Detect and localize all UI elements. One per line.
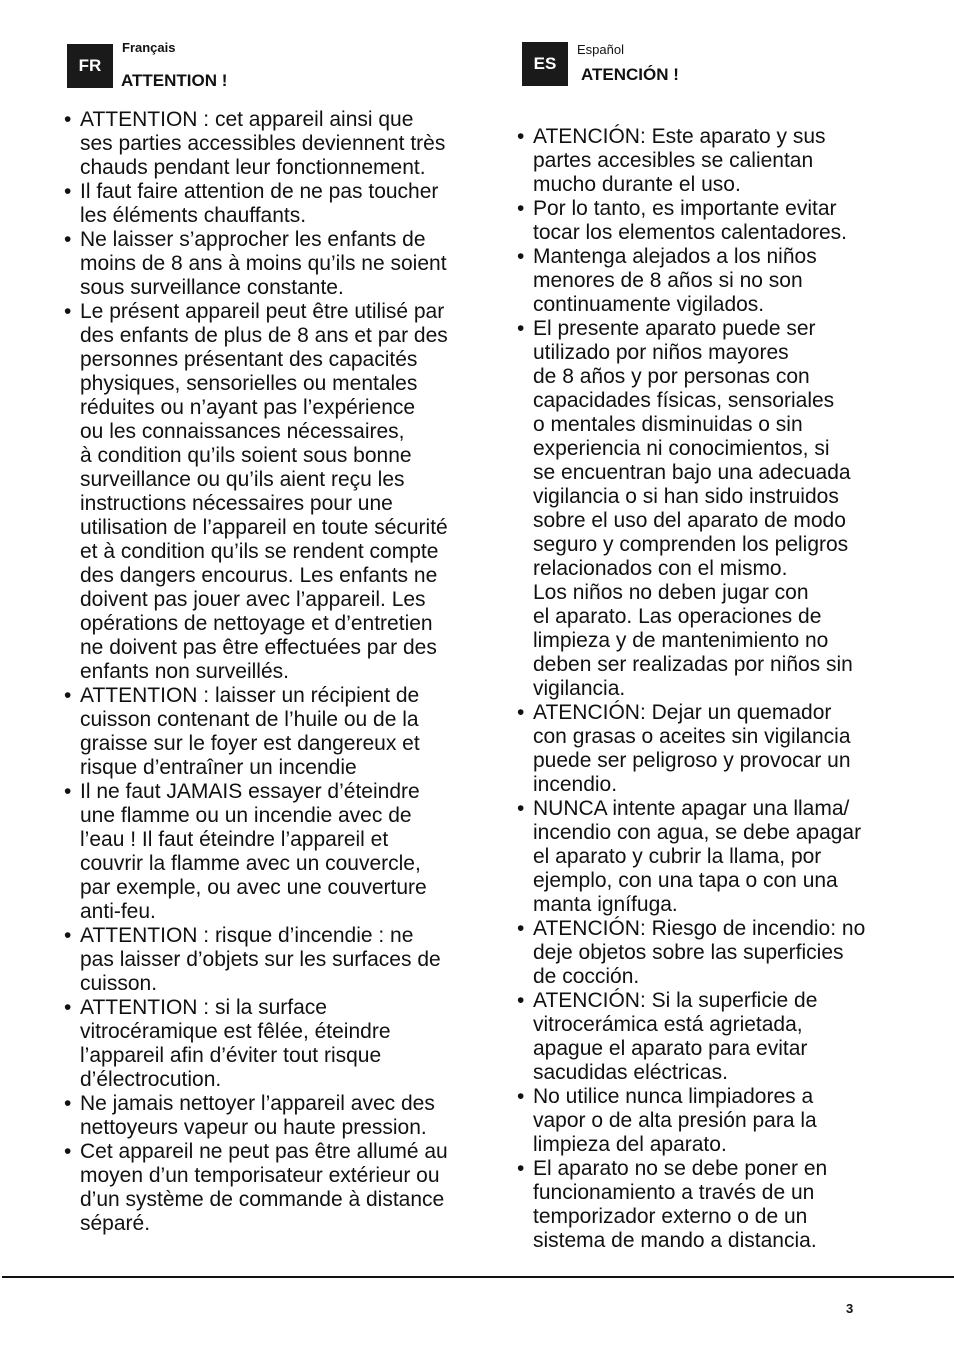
language-label-es: Español bbox=[577, 42, 624, 57]
list-item: • Mantenga alejados a los niños menores de 8 años si no son continuamente vigilados. bbox=[517, 245, 937, 317]
list-item: • Cet appareil ne peut pas être allumé au moyen d’un temporisateur extérieur ou d’un système de commande à distance séparé. bbox=[64, 1140, 494, 1236]
list-item: • ATTENTION : si la surface vitrocéramique est fêlée, éteindre l’appareil afin d’éviter tout risque d’électrocution. bbox=[64, 996, 494, 1092]
list-item: • Il ne faut JAMAIS essayer d’éteindre une flamme ou un incendie avec de l’eau ! Il faut éteindre l’appareil et couvrir la flamme avec un couvercle, par exemple, ou avec une couverture anti-feu. bbox=[64, 780, 494, 924]
footer-divider bbox=[2, 1276, 954, 1278]
language-badge-es: ES bbox=[522, 42, 568, 86]
list-item: • NUNCA intente apagar una llama/ incendio con agua, se debe apagar el aparato y cubrir la llama, por ejemplo, con una tapa o con una manta ignífuga. bbox=[517, 797, 937, 917]
list-item: • Il faut faire attention de ne pas toucher les éléments chauffants. bbox=[64, 180, 494, 228]
list-item: • El presente aparato puede ser utilizado por niños mayores de 8 años y por personas con capacidades físicas, sensoriales o mentales disminuidas o sin experiencia ni conocimientos, si se encuentran bajo una adecuada vigilancia o si han sido instruidos sobre el uso del aparato de modo seguro y comprenden los peligros relacionados con el mismo. Los niños no deben jugar con el aparato. Las operaciones de limpieza y de mantenimiento no deben ser realizadas por niños sin vigilancia. bbox=[517, 317, 937, 701]
list-item: • Le présent appareil peut être utilisé par des enfants de plus de 8 ans et par des personnes présentant des capacités physiques, sensorielles ou mentales réduites ou n’ayant pas l’expérience ou les connaissances nécessaires, à condition qu’ils soient sous bonne surveillance ou qu’ils aient reçu les instructions nécessaires pour une utilisation de l’appareil en toute sécurité et à condition qu’ils se rendent compte des dangers encourus. Les enfants ne doivent pas jouer avec l’appareil. Les opérations de nettoyage et d’entretien ne doivent pas être effectuées par des enfants non surveillés. bbox=[64, 300, 494, 684]
language-label-fr: Français bbox=[122, 40, 176, 55]
list-item: • Por lo tanto, es importante evitar tocar los elementos calentadores. bbox=[517, 197, 937, 245]
list-item: • No utilice nunca limpiadores a vapor o de alta presión para la limpieza del aparato. bbox=[517, 1085, 937, 1157]
list-item: • Ne jamais nettoyer l’appareil avec des nettoyeurs vapeur ou haute pression. bbox=[64, 1092, 494, 1140]
list-item: • ATENCIÓN: Riesgo de incendio: no deje objetos sobre las superficies de cocción. bbox=[517, 917, 937, 989]
warning-list-es bbox=[517, 125, 937, 1253]
list-item: • Ne laisser s’approcher les enfants de moins de 8 ans à moins qu’ils ne soient sous surveillance constante. bbox=[64, 228, 494, 300]
list-item: • ATTENTION : cet appareil ainsi que ses parties accessibles deviennent très chauds pendant leur fonctionnement. bbox=[64, 108, 494, 180]
list-item: • ATENCIÓN: Este aparato y sus partes accesibles se calientan mucho durante el uso. bbox=[517, 125, 937, 197]
section-heading-fr: ATTENTION ! bbox=[121, 71, 228, 90]
list-item: • ATENCIÓN: Si la superficie de vitrocerámica está agrietada, apague el aparato para evitar sacudidas eléctricas. bbox=[517, 989, 937, 1085]
list-item: • ATENCIÓN: Dejar un quemador con grasas o aceites sin vigilancia puede ser peligroso y provocar un incendio. bbox=[517, 701, 937, 797]
list-item: • ATTENTION : laisser un récipient de cuisson contenant de l’huile ou de la graisse sur le foyer est dangereux et risque d’entraîner un incendie bbox=[64, 684, 494, 780]
list-item: • ATTENTION : risque d’incendie : ne pas laisser d’objets sur les surfaces de cuisson. bbox=[64, 924, 494, 996]
warning-list-fr bbox=[64, 108, 494, 1236]
language-badge-fr: FR bbox=[67, 44, 113, 88]
section-heading-es: ATENCIÓN ! bbox=[581, 65, 679, 84]
list-item: • El aparato no se debe poner en funcionamiento a través de un temporizador externo o de un sistema de mando a distancia. bbox=[517, 1157, 937, 1253]
page-number: 3 bbox=[846, 1301, 854, 1316]
